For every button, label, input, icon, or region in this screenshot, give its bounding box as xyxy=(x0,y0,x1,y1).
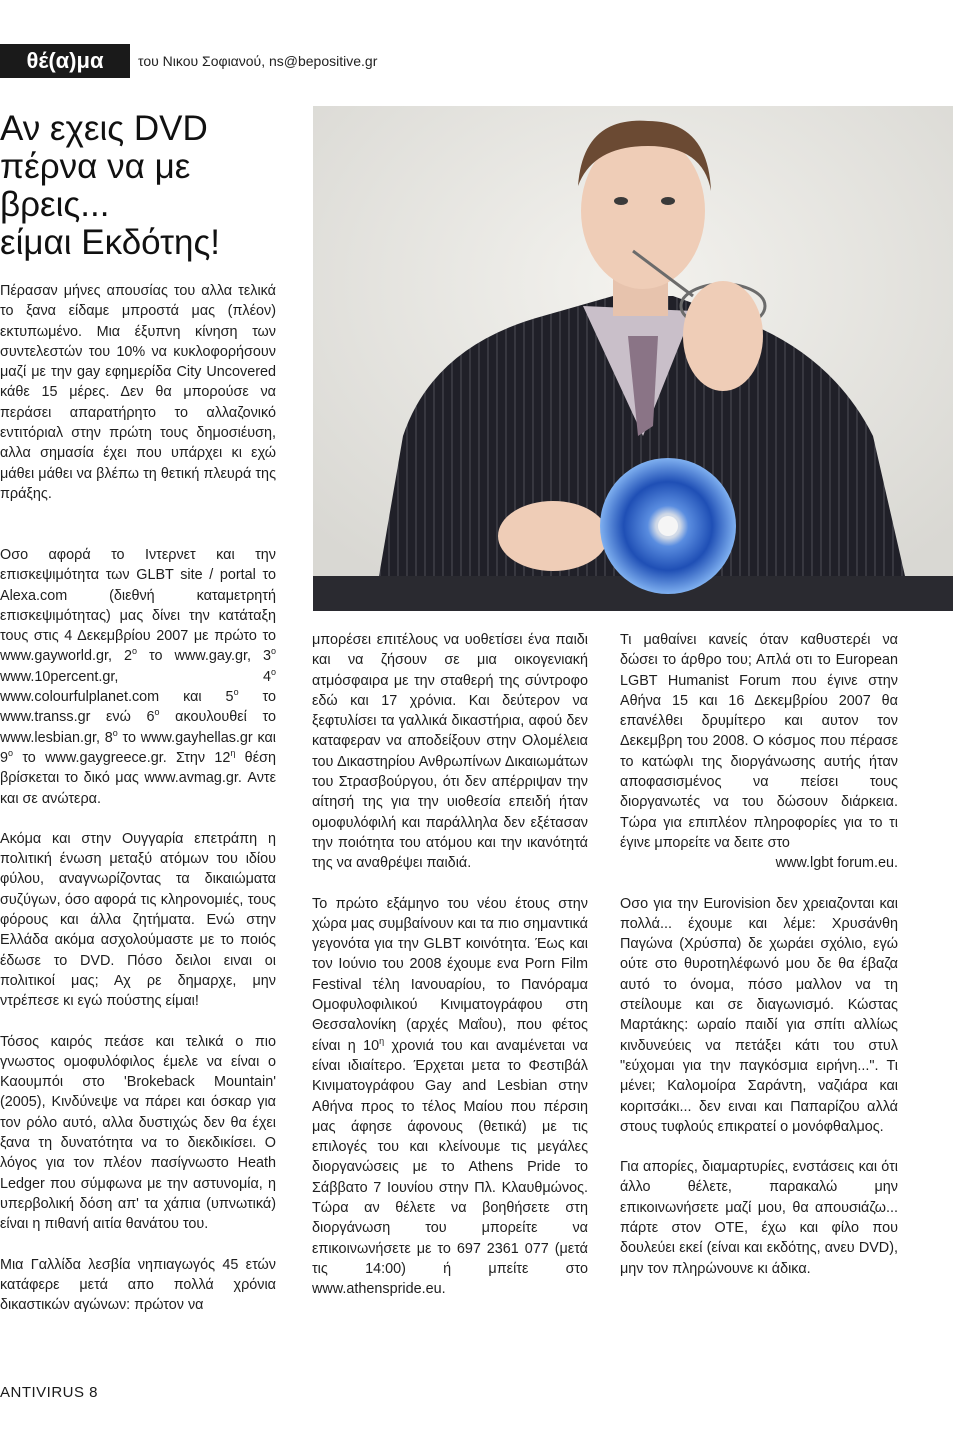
text: Το πρώτο εξάμηνο του νέου έτους στην χώρα μας συμβαίνουν και τα πιο σημαντικά γεγονότα για την GLBT κοινότητα. Έως και τον Ιούνιο του 2008 έχουμε ενα Porn Film Festival τέλη Ιανουαρίου, το Πανόραμα Ομοφυλοφιλικού Κινιματογράφου στη Θεσσαλονίκη (αρχές Μαΐου), που φέτος είναι η 10 xyxy=(312,895,588,1054)
title-line-3: βρεις... xyxy=(0,185,110,224)
title-line-4: είμαι Εκδότης! xyxy=(0,223,221,262)
text: το www.gayhellas.gr και 9 xyxy=(0,729,276,766)
ordinal: ο xyxy=(112,727,118,738)
author-byline: του Νικου Σοφιανού, ns@bepositive.gr xyxy=(138,53,378,69)
page-header xyxy=(0,44,960,78)
ordinal: ο xyxy=(270,666,276,677)
paragraph-internet-ranking xyxy=(0,545,276,809)
hand-right xyxy=(683,281,763,391)
ordinal: ο xyxy=(8,748,14,759)
column-left xyxy=(0,545,276,1335)
intro-paragraph xyxy=(0,281,276,524)
paragraph-events xyxy=(312,894,588,1300)
page-footer: ANTIVIRUS 8 xyxy=(0,1384,99,1401)
forum-link[interactable]: www.lgbt forum.eu. xyxy=(775,855,898,872)
paragraph-heath-ledger: Τόσος καιρός πεάσε και τελικά ο πιο γνωστος ομοφυλόφιλος έμελε να είναι ο Καουμπόι στο 'Brokeback Mountain' (2005), Κινδύνεψε να πάρει και όσκαρ για τον ρόλο αυτό, αλλα δυστιχώς δεν θα έχει ξανα τη δυνατότητα να το διεκδικίσει. Ο λόγος για τον πλέον πασίγνωστο Heath Ledger που σύμφωνα με την αστυνομία, η υπερβολική δόση απ' τα χάπια (υπνωτικά) είναι η πιθανή αιτία θανάτου του. xyxy=(0,1033,276,1233)
ordinal: ο xyxy=(233,687,239,698)
article-title xyxy=(0,110,300,262)
text: www.colourfulplanet.com και 5 xyxy=(0,689,234,706)
paragraph-adoption: μπορέσει επιτέλους να υοθετίσει ένα παιδι και να ζήσουν σε μια οικογενιακή ατμόσφαιρα με την σταθερή της σύντροφο εδώ και 17 χρόνια. Και δεύτερον να ξεφτυλίσει τα γαλλικά δικαστήρια, αφού δεν καταφεραν να αποδείξουν στην Ολομέλεια του Δικαστηρίου Ανθρωπίνων Δικαιωμάτων του Στρασβούργου, ότι δεν απέρριψαν την αίτησή της για την υιοθεσία επειδή ήταν ομοφυλόφιλή και παράλληλα δεν εξέτασαν την ποιότητα του ατόμου και την ικανότητά της να αναθρέψει παιδιά. xyxy=(312,632,588,872)
text: ακουλουθεί το www.lesbian.gr, 8 xyxy=(0,709,276,746)
column-middle xyxy=(312,630,588,1320)
text: www.10percent.gr, 4 xyxy=(0,668,271,685)
paragraph-french-teacher: Μια Γαλλίδα λεσβία νηπιαγωγός 45 ετών κατάφερε μετά απο πολλά χρόνια δικαστικών αγώνων: πρώτον να xyxy=(0,1256,276,1314)
text: θέση βρίσκεται το δικό μας www.avmag.gr. Αντε και σε ανώτερα. xyxy=(0,749,276,807)
text: Οσο αφορά το Ιντερνετ και την επισκεψιμότητα των GLBT site / portal το Alexa.com (διεθνή καταμετρητή επισκεψιμότητας) μας δίνει την κατάταξη τους στις 4 Δεκεμβρίου 2007 με πρώτο το www.gayworld.gr, 2 xyxy=(0,547,276,665)
title-line-2: πέρνα να με xyxy=(0,147,191,186)
ordinal: η xyxy=(379,1035,385,1046)
text: το www.transs.gr ενώ 6 xyxy=(0,689,276,726)
column-right xyxy=(620,630,898,1299)
title-line-1: Αν εχεις DVD xyxy=(0,109,208,148)
ordinal: η xyxy=(230,748,236,759)
hand-left xyxy=(498,501,608,571)
paragraph-humanist-forum xyxy=(620,630,898,874)
photo-man-with-dvd xyxy=(313,106,953,611)
photo-illustration xyxy=(313,106,953,611)
ordinal: ο xyxy=(270,646,276,657)
paragraph-eurovision: Οσο για την Eurovision δεν χρειαζονται και πολλά... έχουμε και λέμε: Χρυσάνθη Παγώνα (Χρύσπα) δε χωράει σχόλιο, εγώ ούτε στο θυροτηλέφωνό μου δε θα έβαζα αυτό το όνομα, πόσο μαλλον να τη στείλουμε και σε διαγωνισμό. Κώστας Μαρτάκης: ωραίο παιδί για σπίτι αλλίως κινδυνεύεις να πετάξει κάτι του στυλ "εύχομαι για την παγκόσμια ειρήνη...". Τι μένει; Καλομοίρα Σαράντη, ναζιάρα και κοριτσάκι... δεν ειναι και Παπαρίζου αλλά στους τυφλούς επικρατεί ο μονόφθαλμος. xyxy=(620,895,898,1135)
intro-text: Πέρασαν μήνες απουσίας του αλλα τελικά το ξανα είδαμε μπροστά μας (πλέον) εκτυπωμένο. Μια έξυπνη κίνηση των συντελεστών του 10% να κυκλοφορήσουν μαζί με την gay εφημερίδα City Uncovered κάθε 15 μέρες. Δεν θα μπορούσε να περάσει απαρατήρητο το αλλαζονικό εντιτόριαλ στην πρώτη τους δημοσιέυση, αλλα σημασία έχει που υπάρχει κι εχώ μάθει μάθει να βλέπω τη θετική πλευρά της πράξης. xyxy=(0,283,276,502)
ordinal: ο xyxy=(131,646,137,657)
text: Τι μαθαίνει κανείς όταν καθυστερέι να δώσει το άρθρο του; Απλά οτι το European LGBT Humanist Forum που έγινε στην Αθήνα 15 και 16 Δεκεμβρίου 2007 θα επανέλθει δρυμίτερο και αυτον τον Δεκεμβρη του 2008. Ο κόσμος που πέρασε το κατώφλι της διοργάνωσης αυτής ήταν αποφασισμένος να πείσει τους διοργανωτές να του δώσουν διάρκεια. Τώρα για επιπλέον πληροφορίες για το τι έγινε μπορείτε να δειτε στο xyxy=(620,632,898,851)
ordinal: ο xyxy=(154,707,160,718)
section-tag: θέ(α)μα xyxy=(0,44,130,78)
paragraph-closing: Για απορίες, διαμαρτυρίες, ενστάσεις και ότι άλλο θέλετε, παρακαλώ μην επικοινωνήσετε μαζί μου, θα απουσιάζω... πάρτε στον ΟΤΕ, έχω και φίλο που δουλεύει εκεί (είναι και εκδότης, ανευ DVD), μην τον πληρώνουνε κι άδικα. xyxy=(620,1159,898,1277)
text: το www.gay.gr, 3 xyxy=(136,648,271,665)
text: το www.gaygreece.gr. Στην 12 xyxy=(13,749,231,766)
text: χρονιά του και αναμένεται να είναι ιδιαίτερο. Έρχεται μετα το Φεστιβάλ Κινιματογράφου Gay and Lesbian στην Αθήνα προς το τέλος Μαίου που πέρσιη μας άφησε άφονους (θετικά) με τις επιλογές του και κλείνουμε τις μεγάλες διοργανώσεις με το Athens Pride το Σάββατο 7 Ιουνίου στην Πλ. Κλαυθμώνος. Τώρα αν θέλετε να βοηθήσετε στη διοργάνωση του μπορείτε να επικοινωνήσετε με το 697 2361 077 (μετά τις 14:00) ή μπείτε στο www.athenspride.eu. xyxy=(312,1037,588,1298)
paragraph-hungary: Ακόμα και στην Ουγγαρία επετράπη η πολιτική ένωση μεταξύ ατόμων του ιδίου φύλου, αναγνωρίζοντας τα δικαιώματα συζύγων, όσο αφορά τις κληρονομιές, τους φόρους και άλλα ζητήματα. Ενώ στην Ελλάδα ακόμα ασχολούμαστε με το ποιός έδωσε το DVD. Πόσο δειλοι ειναι οι πολιτικοί μας; Αχ ρε δημαρχε, μην ντρέπεσε κι εγώ πούστης είμαι! xyxy=(0,830,276,1010)
